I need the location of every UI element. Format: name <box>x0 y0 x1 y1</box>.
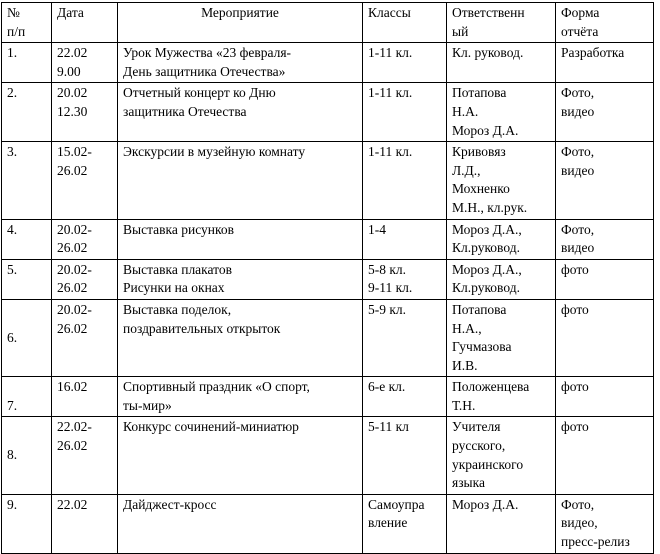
row-event: Выставка плакатов Рисунки на окнах <box>118 259 363 299</box>
row-num: 9. <box>2 494 52 553</box>
row-event: Отчетный концерт ко Дню защитника Отечества <box>118 83 363 142</box>
row-report-form: фото <box>556 377 654 417</box>
row-event: Конкурс сочинений-миниатюр <box>118 417 363 494</box>
row-report-form: Фото, видео, пресс-релиз <box>556 494 654 553</box>
header-classes: Классы <box>363 3 447 43</box>
header-num: № п/п <box>2 3 52 43</box>
header-date: Дата <box>52 3 118 43</box>
row-event: Экскурсии в музейную комнату <box>118 142 363 219</box>
row-report-form: фото <box>556 259 654 299</box>
header-responsible: Ответственн ый <box>447 3 556 43</box>
row-date: 16.02 <box>52 377 118 417</box>
row-report-form: Разработка <box>556 43 654 83</box>
row-num: 2. <box>2 83 52 142</box>
row-event: Урок Мужества «23 февраля- День защитника Отечества» <box>118 43 363 83</box>
row-event: Выставка поделок, поздравительных открыток <box>118 299 363 376</box>
row-event: Дайджест-кросс <box>118 494 363 553</box>
row-classes: 1-11 кл. <box>363 43 447 83</box>
row-classes: 6-е кл. <box>363 377 447 417</box>
row-classes: 5-11 кл <box>363 417 447 494</box>
row-responsible: Потапова Н.А. Мороз Д.А. <box>447 83 556 142</box>
table-row <box>2 299 654 376</box>
row-num: 8. <box>2 417 52 494</box>
row-responsible: Кривовяз Л.Д., Мохненко М.Н., кл.рук. <box>447 142 556 219</box>
row-num: 4. <box>2 219 52 259</box>
table-row <box>2 259 654 299</box>
row-classes: 5-9 кл. <box>363 299 447 376</box>
row-responsible: Мороз Д.А. <box>447 494 556 553</box>
row-date: 20.02 12.30 <box>52 83 118 142</box>
row-responsible: Кл. руковод. <box>447 43 556 83</box>
row-responsible: Мороз Д.А., Кл.руковод. <box>447 259 556 299</box>
row-responsible: Мороз Д.А., Кл.руковод. <box>447 219 556 259</box>
row-responsible: Учителя русского, украинского языка <box>447 417 556 494</box>
row-date: 22.02 9.00 <box>52 43 118 83</box>
row-num: 1. <box>2 43 52 83</box>
row-date: 20.02- 26.02 <box>52 219 118 259</box>
row-event: Спортивный праздник «О спорт, ты-мир» <box>118 377 363 417</box>
row-num: 5. <box>2 259 52 299</box>
table-row <box>2 43 654 83</box>
events-table <box>1 2 654 554</box>
row-date: 20.02- 26.02 <box>52 259 118 299</box>
table-row <box>2 417 654 494</box>
row-num: 6. <box>2 299 52 376</box>
table-row <box>2 494 654 553</box>
header-event: Мероприятие <box>118 3 363 43</box>
row-date: 22.02 <box>52 494 118 553</box>
row-classes: 1-11 кл. <box>363 142 447 219</box>
table-row <box>2 377 654 417</box>
row-date: 20.02- 26.02 <box>52 299 118 376</box>
table-row <box>2 83 654 142</box>
row-report-form: фото <box>556 417 654 494</box>
header-report-form: Форма отчёта <box>556 3 654 43</box>
row-classes: 1-11 кл. <box>363 83 447 142</box>
row-responsible: Положенцева Т.Н. <box>447 377 556 417</box>
row-report-form: фото <box>556 299 654 376</box>
row-report-form: Фото, видео <box>556 219 654 259</box>
table-row <box>2 142 654 219</box>
header-row <box>2 3 654 43</box>
row-num: 7. <box>2 377 52 417</box>
table-row <box>2 219 654 259</box>
row-classes: Самоупра вление <box>363 494 447 553</box>
row-date: 22.02- 26.02 <box>52 417 118 494</box>
row-event: Выставка рисунков <box>118 219 363 259</box>
row-report-form: Фото, видео <box>556 142 654 219</box>
row-report-form: Фото, видео <box>556 83 654 142</box>
row-responsible: Потапова Н.А., Гучмазова И.В. <box>447 299 556 376</box>
row-classes: 1-4 <box>363 219 447 259</box>
row-classes: 5-8 кл. 9-11 кл. <box>363 259 447 299</box>
row-date: 15.02- 26.02 <box>52 142 118 219</box>
row-num: 3. <box>2 142 52 219</box>
